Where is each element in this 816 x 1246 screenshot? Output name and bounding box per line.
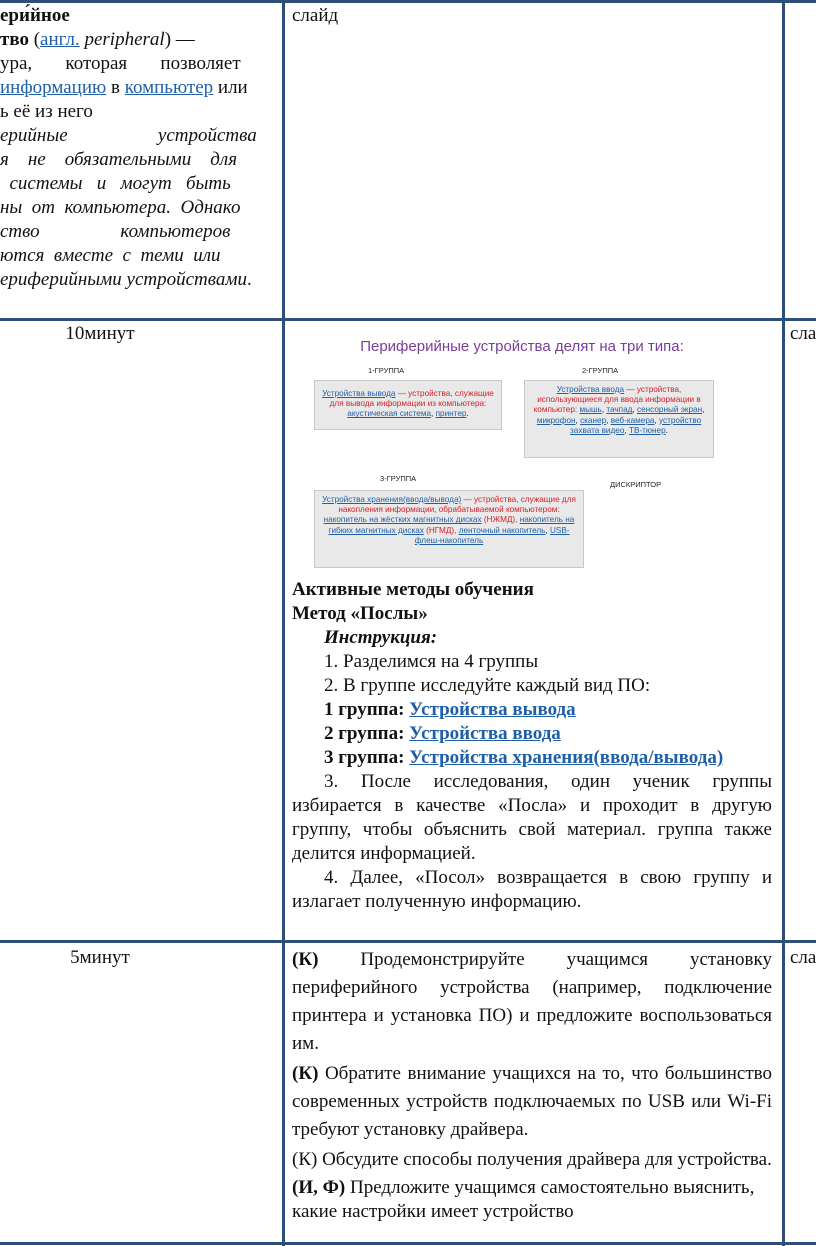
link-output-devices[interactable]: Устройства вывода	[409, 699, 576, 720]
italic-line-6: ются вместе с теми или	[0, 245, 221, 266]
instruction-heading: Инструкция:	[324, 627, 438, 648]
row1-slide-cell	[292, 4, 772, 28]
g1-link-printer[interactable]: принтер	[435, 409, 467, 419]
heading-active-methods: Активные методы обучения	[292, 579, 534, 600]
link-storage-devices[interactable]: Устройства хранения(ввода/вывода)	[409, 747, 724, 768]
table-col-divider-2	[782, 0, 785, 1246]
g2-end: .	[665, 425, 668, 435]
row3-right-cell	[790, 946, 816, 970]
term-line-2	[0, 28, 276, 52]
g3-item[interactable]: накопитель на жёстких магнитных дисках	[323, 515, 482, 525]
table-border-bottom	[0, 1242, 816, 1245]
g2-item[interactable]: тачпад	[606, 405, 633, 415]
g1-end: .	[466, 409, 469, 419]
italic-line-1: ерийные устройства	[0, 125, 257, 146]
g2-item[interactable]: веб-камера	[610, 415, 655, 425]
group1-box	[314, 380, 502, 430]
g2-item[interactable]: устройство захвата видео	[570, 415, 702, 435]
italic-line-7-text: ериферийными устройствами	[0, 269, 248, 290]
g1-sep: ,	[431, 409, 436, 419]
link-information[interactable]: информацию	[0, 77, 107, 98]
word-or: или	[213, 77, 248, 98]
group3-box: Устройства хранения(ввода/вывода) — устройства, служащие для накопления информации, обрабатываемой компьютером: накопитель на жёстких магнитных дисках (НЖМД), накопитель на гибких магнитных дисках (НГМД), ленточный накопитель, USB-флеш-накопитель	[314, 490, 584, 568]
task-tag: (К)	[292, 1063, 319, 1084]
heading-method: Метод «Послы»	[292, 603, 428, 624]
link-engl[interactable]: англ.	[40, 29, 80, 50]
task-text: Продемонстрируйте учащимся установку периферийного устройства (например, подключение принтера и установка ПО) и предложите воспользоваться им.	[292, 949, 772, 1054]
link-computer[interactable]: компьютер	[124, 77, 214, 98]
task-text: Обратите внимание учащихся на то, что большинство современных устройств подключаемых по USB или Wi-Fi требуют установку драйвера.	[292, 1063, 772, 1140]
g3-abbr: (НЖМД),	[481, 515, 520, 525]
row2-right-cell	[790, 322, 816, 346]
table-row-divider-1	[0, 318, 816, 321]
word-v: в	[106, 77, 125, 98]
row2-method-cell	[292, 578, 772, 914]
table-row-divider-2	[0, 940, 816, 943]
table-col-divider-1	[282, 0, 285, 1246]
slide-image	[306, 324, 738, 580]
task-1	[292, 946, 772, 1058]
italic-line-5: ство компьютеров	[0, 221, 231, 242]
group2-label-text: 2 группа:	[324, 723, 410, 744]
table-border-top	[0, 0, 816, 3]
task-text: Предложите учащимся самостоятельно выяснить, какие настройки имеет устройство	[292, 1177, 755, 1222]
task-3: (К) Обсудите способы получения драйвера для устройства.	[292, 1149, 772, 1170]
group2-line	[292, 722, 772, 746]
g2-text: — устройства, использующиеся для ввода информации в компьютер:	[533, 385, 701, 415]
g2-item[interactable]: микрофон	[536, 415, 576, 425]
g2-item[interactable]: сенсорный экран	[637, 405, 703, 415]
row1-definition-cell	[0, 4, 276, 292]
step-1: 1. Разделимся на 4 группы	[324, 651, 539, 672]
period: .	[247, 269, 252, 290]
g2-item[interactable]: ТВ-тюнер	[628, 425, 666, 435]
slide-title: Периферийные устройства делят на три типа:	[360, 338, 684, 355]
g3-item[interactable]: ленточный накопитель	[458, 525, 546, 535]
row3-tasks-cell	[292, 946, 772, 1224]
term-english: peripheral	[79, 29, 165, 50]
g1-text: — устройства, служащие для вывода информации из компьютера:	[329, 389, 494, 409]
term-line-5: ь её из него	[0, 101, 93, 122]
group1-label: 1-ГРУППА	[368, 366, 405, 375]
group3-line	[292, 746, 772, 770]
g3-item[interactable]: USB-флеш-накопитель	[414, 525, 570, 545]
time-10min: 10минут	[65, 323, 135, 344]
time-5min: 5минут	[70, 947, 130, 968]
group1-label-text: 1 группа:	[324, 699, 410, 720]
task-2	[292, 1060, 772, 1144]
g1-link-acoustic[interactable]: акустическая система	[347, 409, 432, 419]
term-line-4	[0, 76, 276, 100]
paren-open: (	[28, 29, 41, 50]
g1-link[interactable]: Устройства вывода	[322, 389, 396, 398]
g3-abbr: (НГМД),	[423, 525, 459, 535]
row2-time-cell	[0, 322, 200, 346]
group3-label: 3-ГРУППА	[380, 474, 417, 483]
g3-text: — устройства, служащие для накопления информации, обрабатываемой компьютером:	[338, 495, 576, 515]
italic-line-7	[0, 268, 276, 292]
task-tag: (И, Ф)	[292, 1177, 346, 1198]
g3-item[interactable]: накопитель на гибких магнитных дисках	[328, 515, 575, 535]
group2-label: 2-ГРУППА	[582, 366, 619, 375]
term-line-3: ура, которая позволяет	[0, 53, 241, 74]
row3-time-cell	[0, 946, 200, 970]
descriptor-label: ДИСКРИПТОР	[610, 480, 662, 489]
step-3: 3. После исследования, один ученик группы избирается в качестве «Посла» и проходит в другую группу, чтобы объяснить свой материал. группа также делится информацией.	[292, 771, 772, 864]
slide-label-cut: сла	[790, 323, 816, 344]
link-input-devices[interactable]: Устройства ввода	[409, 723, 561, 744]
step-4: 4. Далее, «Посол» возвращается в свою группу и излагает полученную информацию.	[292, 867, 772, 912]
g2-item[interactable]: мышь	[579, 405, 602, 415]
slide-label-cut-2: сла	[790, 947, 816, 968]
g3-link[interactable]: Устройства хранения(ввода/вывода)	[322, 495, 462, 504]
italic-line-3: системы и могут быть	[0, 173, 231, 194]
group1-line	[292, 698, 772, 722]
g2-item[interactable]: сканер	[580, 415, 607, 425]
g2-link[interactable]: Устройства ввода	[556, 385, 625, 394]
italic-line-2: я не обязательными для	[0, 149, 238, 170]
group3-label-text: 3 группа:	[324, 747, 410, 768]
task-tag: (К)	[292, 949, 319, 970]
step-2: 2. В группе исследуйте каждый вид ПО:	[324, 675, 651, 696]
task-4	[292, 1176, 772, 1224]
slide-label: слайд	[292, 5, 339, 26]
term-title: ери́йное	[0, 5, 70, 26]
term-word: тво	[0, 29, 29, 50]
group2-box: Устройства ввода — устройства, использующиеся для ввода информации в компьютер: мышь, тачпад, сенсорный экран, микрофон, сканер, веб-камера, устройство захвата видео, ТВ-тюнер.	[524, 380, 714, 458]
paren-close: ) —	[164, 29, 195, 50]
italic-line-4: ны от компьютера. Однако	[0, 197, 241, 218]
